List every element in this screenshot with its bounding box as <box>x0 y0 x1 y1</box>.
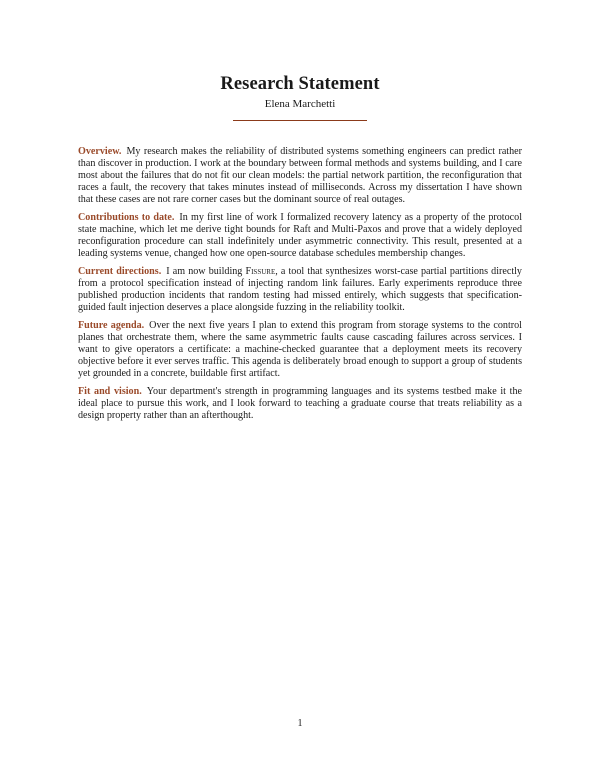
paragraph-contributions <box>78 212 522 260</box>
paragraph-future-agenda <box>78 320 522 380</box>
tool-name: Fissure <box>245 266 276 278</box>
statement-body <box>78 146 522 428</box>
paragraph-heading: Future agenda. <box>78 320 145 331</box>
title-block <box>0 73 600 111</box>
paragraph-overview <box>78 146 522 206</box>
document-title: Research Statement <box>220 74 380 94</box>
title-divider <box>233 120 367 121</box>
paragraph-text-after: , a tool that synthesizes worst-case partial partitions directly from a protocol specification instead of injecting random link failures. Early experiments reproduce three published production incidents that random testing had missed entirely, which suggests that specification-guided fault injection deserves a place alongside fuzzing in the reliability toolkit. <box>78 266 522 314</box>
paragraph-heading: Current directions. <box>78 266 162 278</box>
paragraph-text: Your department's strength in programming languages and its systems testbed make it the ideal place to pursue this work, and I look forward to teaching a graduate course that treats reliability as a design property rather than an afterthought. <box>78 386 522 422</box>
paragraph-heading: Overview. <box>78 146 122 157</box>
paragraph-text: Over the next five years I plan to extend this program from storage systems to the control planes that orchestrate them, where the same asymmetric faults cause cascading failures across services. I want to give operators a certificate: a machine-checked guarantee that a deployment meets its recovery objective before it ever serves traffic. This agenda is deliberately broad enough to support a group of students yet grounded in a concrete, buildable first artifact. <box>78 320 522 380</box>
paragraph-text-before: I am now building <box>166 266 246 278</box>
page-number: 1 <box>297 718 303 729</box>
paragraph-text: In my first line of work I formalized recovery latency as a property of the protocol state machine, which let me derive tight bounds for Raft and Multi-Paxos and prove that a widely deployed reconfiguration procedure can stall indefinitely under asymmetric connectivity. This result, presented at a leading systems venue, changed how one open-source database schedules membership changes. <box>78 212 522 260</box>
paragraph-heading: Contributions to date. <box>78 212 175 224</box>
paragraph-text: My research makes the reliability of distributed systems something engineers can predict rather than discover in production. I work at the boundary between formal methods and systems building, and I care most about the failures that do not fit our clean models: the partial network partition, the reconfiguration that races a fault, the recovery that takes minutes instead of milliseconds. Across my dissertation I have shown that these cases are not rare corner cases but the dominant source of real outages. <box>78 146 522 206</box>
paragraph-heading: Fit and vision. <box>78 386 142 398</box>
paragraph-current-directions <box>78 266 522 314</box>
author-name: Elena Marchetti <box>264 98 336 110</box>
paragraph-fit-and-vision <box>78 386 522 422</box>
